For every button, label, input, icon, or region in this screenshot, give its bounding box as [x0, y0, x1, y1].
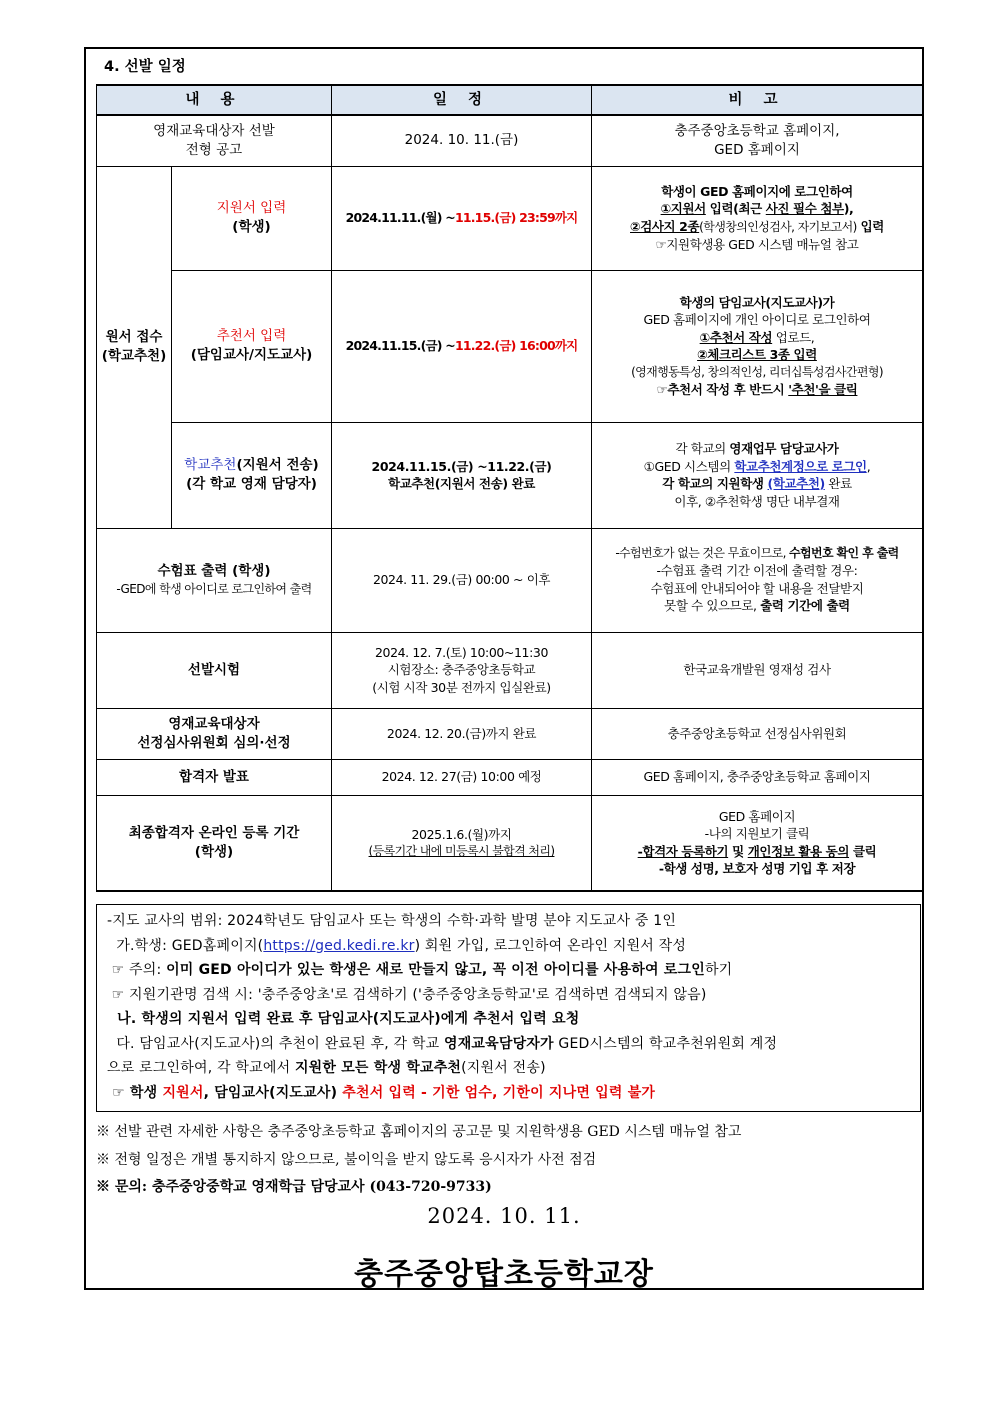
- announce-content: 영재교육대상자 선발 전형 공고: [97, 115, 332, 166]
- document-frame: [84, 47, 924, 1290]
- table-row: [97, 422, 923, 528]
- footnote: ※ 전형 일정은 개별 통지하지 않으므로, 불이익을 받지 않도록 응시자가 사전 점검: [96, 1151, 597, 1168]
- review-content: 영재교육대상자 선정심사위원회 심의·선정: [97, 708, 332, 759]
- header-content: 내 용: [97, 85, 332, 115]
- guide-line: 다. 담임교사(지도교사)의 추천이 완료된 후, 각 학교 영재교육담당자가 GED시스템의 학교추천위원회 계정: [116, 1035, 778, 1052]
- exam-note: 한국교육개발원 영재성 검사: [592, 632, 923, 708]
- result-content: 합격자 발표: [97, 759, 332, 795]
- guide-line: 으로 로그인하여, 각 학교에서 지원한 모든 학생 학교추천(지원서 전송): [107, 1060, 546, 1076]
- recommend-schedule: 2024.11.15.(금) ~11.22.(금) 16:00까지: [332, 270, 592, 422]
- table-row: [97, 166, 923, 270]
- school-content: 학교추천(지원서 전송) (각 학교 영재 담당자): [172, 422, 332, 528]
- table-row: [97, 795, 923, 891]
- guidance-box: [96, 904, 921, 1112]
- footnotes: [96, 1119, 741, 1202]
- header-remarks: 비 고: [592, 85, 923, 115]
- school-schedule: 2024.11.15.(금) ~11.22.(금) 학교추천(지원서 전송) 완료: [332, 422, 592, 528]
- schedule-table: [96, 84, 923, 892]
- result-schedule: 2024. 12. 27(금) 10:00 예정: [332, 759, 592, 795]
- apply-content: 지원서 입력 (학생): [172, 166, 332, 270]
- review-schedule: 2024. 12. 20.(금)까지 완료: [332, 708, 592, 759]
- guide-line: 나. 학생의 지원서 입력 완료 후 담임교사(지도교사)에게 추천서 입력 요청: [117, 1011, 580, 1027]
- group-label: 원서 접수 (학교추천): [97, 166, 172, 528]
- footnote: ※ 선발 관련 자세한 사항은 충주중앙초등학교 홈페이지의 공고문 및 지원학생용 GED 시스템 매뉴얼 참고: [96, 1124, 742, 1140]
- guide-line: ☞ 주의: 이미 GED 아이디가 있는 학생은 새로 만들지 않고, 꼭 이전 아이디를 사용하여 로그인하기: [111, 962, 733, 978]
- register-content: 최종합격자 온라인 등록 기간 (학생): [97, 795, 332, 891]
- table-row: [97, 115, 923, 166]
- ged-link[interactable]: https://ged.kedi.re.kr: [263, 937, 415, 954]
- result-note: GED 홈페이지, 충주중앙초등학교 홈페이지: [592, 759, 923, 795]
- table-row: [97, 270, 923, 422]
- ticket-content: 수험표 출력 (학생) -GED에 학생 아이디로 로그인하여 출력: [97, 528, 332, 632]
- ticket-note: -수험번호가 없는 것은 무효이므로, 수험번호 확인 후 출력 -수험표 출력 기간 이전에 출력할 경우: 수험표에 안내되어야 할 내용을 전달받지 못할 수 있으므로, 출력 기간에 출력: [592, 528, 923, 632]
- guide-line: -지도 교사의 범위: 2024학년도 담임교사 또는 학생의 수학·과학 발명 분야 지도교사 중 1인: [107, 913, 677, 929]
- register-schedule: 2025.1.6.(월)까지 (등록기간 내에 미등록시 불합격 처리): [332, 795, 592, 891]
- apply-schedule: 2024.11.11.(월) ~11.15.(금) 23:59까지: [332, 166, 592, 270]
- table-row: [97, 632, 923, 708]
- footnote: ※ 문의: 충주중앙중학교 영재학급 담당교사 (043-720-9733): [96, 1179, 492, 1195]
- exam-schedule: 2024. 12. 7.(토) 10:00~11:30 시험장소: 충주중앙초등학교 (시험 시작 30분 전까지 입실완료): [332, 632, 592, 708]
- header-schedule: 일 정: [332, 85, 592, 115]
- announce-schedule: 2024. 10. 11.(금): [332, 115, 592, 166]
- table-row: [97, 528, 923, 632]
- table-row: [97, 759, 923, 795]
- apply-note: 학생이 GED 홈페이지에 로그인하여 ①지원서 입력(최근 사진 필수 첨부), ②검사지 2종(학생창의인성검사, 자기보고서) 입력 ☞지원학생용 GED 시스템 매뉴얼 참고: [592, 166, 923, 270]
- guide-line: ☞ 지원기관명 검색 시: '충주중앙초'로 검색하기 ('충주중앙초등학교'로 검색하면 검색되지 않음): [111, 986, 707, 1003]
- signer: 충주중앙탑초등학교장: [354, 1257, 654, 1292]
- section-title: 4. 선발 일정: [104, 59, 186, 75]
- guide-line: 가.학생: GED홈페이지(https://ged.kedi.re.kr) 회원 가입, 로그인하여 온라인 지원서 작성: [116, 937, 687, 954]
- table-header-row: [97, 85, 923, 115]
- announce-note: 충주중앙초등학교 홈페이지, GED 홈페이지: [592, 115, 923, 166]
- ticket-schedule: 2024. 11. 29.(금) 00:00 ~ 이후: [332, 528, 592, 632]
- recommend-note: 학생의 담임교사(지도교사)가 GED 홈페이지에 개인 아이디로 로그인하여 ①추천서 작성 업로드, ②체크리스트 3종 입력 (영재행동특성, 창의적인성, 리더십특성검사간편형) ☞추천서 작성 후 반드시 '추천'을 클릭: [592, 270, 923, 422]
- document-date: 2024. 10. 11.: [427, 1204, 581, 1228]
- review-note: 충주중앙초등학교 선정심사위원회: [592, 708, 923, 759]
- guide-line: ☞ 학생 지원서, 담임교사(지도교사) 추천서 입력 - 기한 엄수, 기한이 지나면 입력 불가: [112, 1084, 656, 1101]
- exam-content: 선발시험: [97, 632, 332, 708]
- school-note: 각 학교의 영재업무 담당교사가 ①GED 시스템의 학교추천계정으로 로그인, 각 학교의 지원학생 (학교추천) 완료 이후, ②추천학생 명단 내부결재: [592, 422, 923, 528]
- table-row: [97, 708, 923, 759]
- register-note: GED 홈페이지 -나의 지원보기 클릭 -합격자 등록하기 및 개인정보 활용 동의 클릭 -학생 성명, 보호자 성명 기입 후 저장: [592, 795, 923, 891]
- recommend-content: 추천서 입력 (담임교사/지도교사): [172, 270, 332, 422]
